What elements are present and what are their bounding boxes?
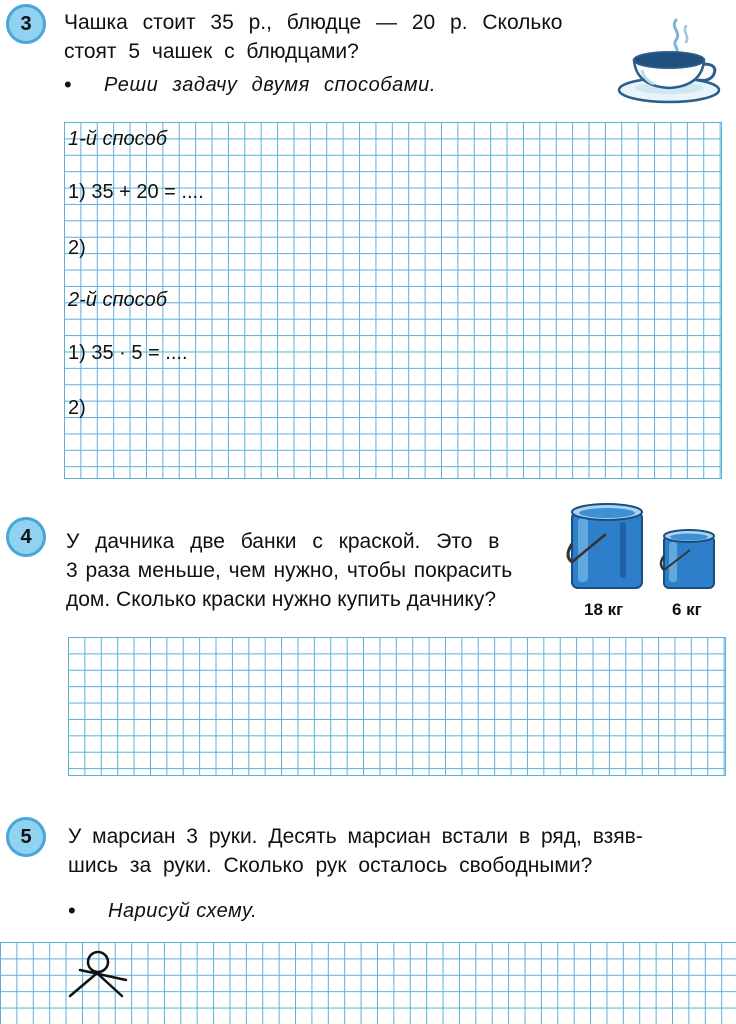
method-2-step-1: 1) 35 · 5 = ....: [68, 342, 188, 364]
method-1-title: 1-й способ: [68, 128, 167, 150]
large-can-weight-label: 18 кг: [584, 600, 624, 619]
task-3-instruction: Реши задачу двумя способами.: [104, 74, 437, 96]
task-5-line-1: У марсиан 3 руки. Десять марсиан встали в ряд, взяв-: [68, 825, 643, 848]
method-1-step-2: 2): [68, 237, 86, 259]
task-4-text: [66, 527, 552, 614]
large-paint-can-icon: [562, 500, 652, 594]
task-5-number: 5: [20, 825, 32, 848]
small-paint-can-icon: [656, 526, 722, 592]
task-5-line-2: шись за руки. Сколько рук осталось свободными?: [68, 854, 593, 877]
task-4-line-1: У дачника две банки с краской. Это в: [66, 530, 500, 553]
task-5-badge: [6, 817, 46, 857]
task-3-number: 3: [20, 12, 32, 35]
task-3-bullet: •: [64, 72, 72, 97]
method-2-step-2: 2): [68, 397, 86, 419]
method-2-title: 2-й способ: [68, 289, 167, 311]
task-3-badge: [6, 4, 46, 44]
small-can-weight-label: 6 кг: [672, 600, 702, 619]
task-4-worksheet-grid[interactable]: [68, 637, 726, 776]
task-5-bullet: •: [68, 898, 76, 923]
task-3-line-1: Чашка стоит 35 р., блюдце — 20 р. Сколько: [64, 11, 563, 34]
method-1-step-1: 1) 35 + 20 = ....: [68, 181, 204, 203]
task-3-text: [64, 8, 598, 66]
task-4-line-2: 3 раза меньше, чем нужно, чтобы покрасить: [66, 559, 513, 582]
teacup-on-saucer-icon: [614, 14, 724, 104]
martian-stick-figure-icon: [66, 950, 132, 1002]
task-4-number: 4: [20, 525, 32, 548]
task-3-line-2: стоят 5 чашек с блюдцами?: [64, 40, 359, 63]
task-5-instruction: Нарисуй схему.: [108, 900, 258, 922]
task-5-text: [68, 822, 728, 880]
task-4-line-3: дом. Сколько краски нужно купить дачнику?: [66, 588, 497, 611]
task-4-badge: [6, 517, 46, 557]
